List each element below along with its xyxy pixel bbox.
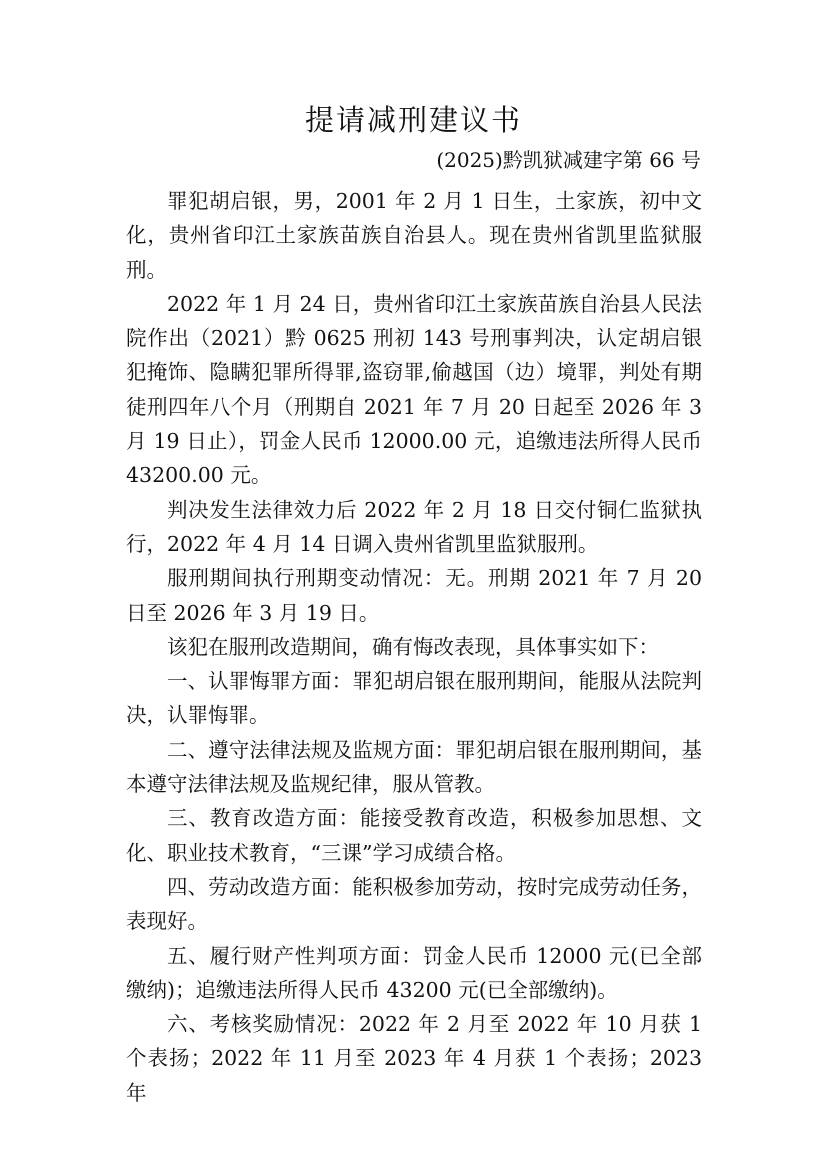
paragraph-item-1: 一、认罪悔罪方面：罪犯胡启银在服刑期间，能服从法院判决，认罪悔罪。 xyxy=(126,669,702,728)
paragraph-item-5: 五、履行财产性判项方面：罚金人民币 12000 元(已全部缴纳)；追缴违法所得人民币 43200 元(已全部缴纳)。 xyxy=(126,943,702,1002)
document-title: 提请减刑建议书 xyxy=(304,103,522,137)
paragraph-item-2: 二、遵守法律法规及监规方面：罪犯胡启银在服刑期间，基本遵守法律法规及监规纪律，服从管教。 xyxy=(126,737,702,797)
paragraph-item-6: 六、考核奖励情况：2022 年 2 月至 2022 年 10 月获 1 个表扬；2022 年 11 月至 2023 年 4 月获 1 个表扬；2023 年 xyxy=(126,1012,702,1105)
paragraph-remorse-intro: 该犯在服刑改造期间，确有悔改表现，具体事实如下： xyxy=(167,634,659,659)
paragraph-item-4: 四、劳动改造方面：能积极参加劳动，按时完成劳动任务，表现好。 xyxy=(126,874,702,934)
paragraph-defendant-info: 罪犯胡启银，男，2001 年 2 月 1 日生，土家族，初中文化，贵州省印江土家族苗族自治县人。现在贵州省凯里监狱服刑。 xyxy=(126,189,702,282)
paragraph-execution: 判决发生法律效力后 2022 年 2 月 18 日交付铜仁监狱执行，2022 年 4 月 14 日调入贵州省凯里监狱服刑。 xyxy=(126,497,702,556)
paragraph-item-3: 三、教育改造方面：能接受教育改造，积极参加思想、文化、职业技术教育，“三课”学习成绩合格。 xyxy=(126,806,702,865)
document-body xyxy=(126,184,702,1110)
document-number: (2025)黔凯狱减建字第 66 号 xyxy=(436,148,701,172)
paragraph-sentence-change: 服刑期间执行刑期变动情况：无。刑期 2021 年 7 月 20 日至 2026 年 3 月 19 日。 xyxy=(126,566,702,625)
paragraph-judgment: 2022 年 1 月 24 日，贵州省印江土家族苗族自治县人民法院作出（2021）黔 0625 刑初 143 号刑事判决，认定胡启银犯掩饰、隐瞒犯罪所得罪,盗窃罪,偷越国（边）境罪，判处有期徒刑四年八个月（刑期自 2021 年 7 月 20 日起至 2026 年 3 月 19 日止），罚金人民币 12000.00 元，追缴违法所得人民币 43200.00 元。 xyxy=(126,291,702,488)
